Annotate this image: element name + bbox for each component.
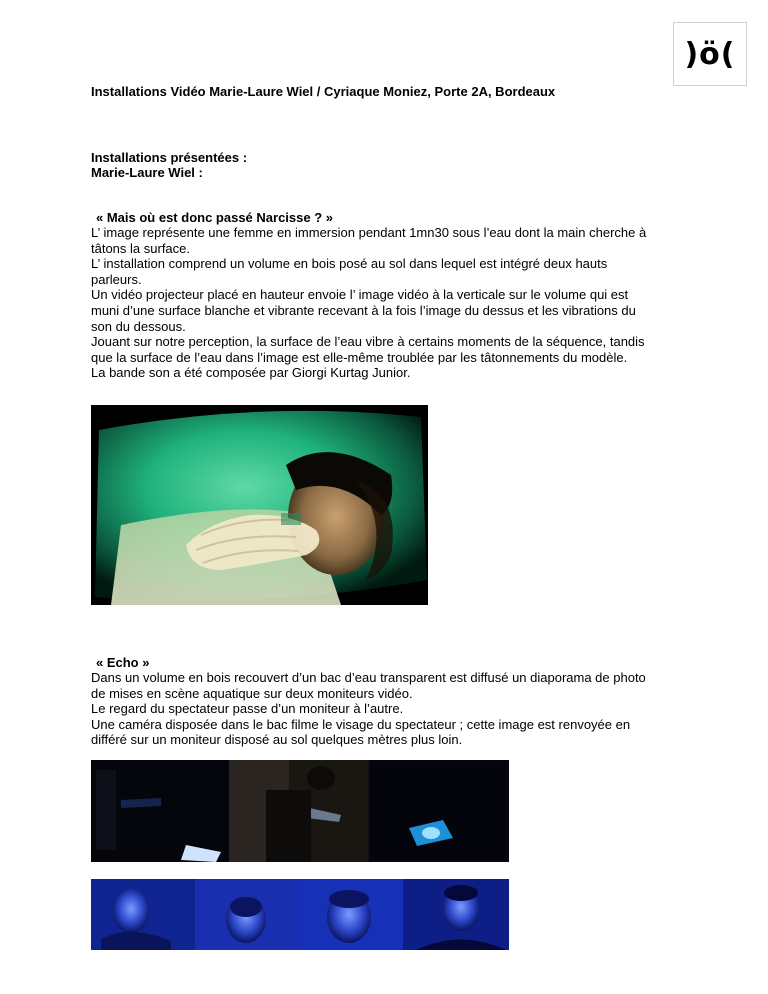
paragraph-line: La bande son a été composée par Giorgi Kurtag Junior. [91,365,411,381]
paragraph-line: L’ image représente une femme en immersion pendant 1mn30 sous l’eau dont la main cherche à [91,225,647,240]
document-title: Installations Vidéo Marie-Laure Wiel / Cyriaque Moniez, Porte 2A, Bordeaux [91,84,556,99]
echo-title: « Echo » [96,655,150,670]
paragraph-line: muni d’une surface blanche et vibrante recevant à la fois l’image du dessus et les vibrations du [91,302,636,318]
logo: )ö( [673,22,747,86]
artist-name: Marie-Laure Wiel : [91,165,203,180]
paragraph-line: parleurs. [91,271,142,287]
paragraph-line: différé sur un moniteur disposé au sol quelques mètres plus loin. [91,732,463,748]
echo-description [91,670,711,748]
narcisse-title: « Mais où est donc passé Narcisse ? » [96,210,333,225]
paragraph-line: Dans un volume en bois recouvert d’un bac d’eau transparent est diffusé un diaporama de photo [91,670,646,685]
paragraph-line: Jouant sur notre perception, la surface de l’eau vibre à certains moments de la séquence, tandis [91,334,645,350]
paragraph-line: Une caméra disposée dans le bac filme le visage du spectateur ; cette image est renvoyée en [91,716,631,732]
paragraph-line: son du dessous. [91,318,186,334]
paragraph-line: Un vidéo projecteur placé en hauteur envoie l’ image vidéo à la verticale sur le volume qui est [91,287,629,303]
paragraph-line: de mises en scène aquatique sur deux moniteurs vidéo. [91,685,413,701]
paragraph-line: tâtons la surface. [91,240,190,256]
echo-installation-photos [91,760,509,862]
paragraph-line: Le regard du spectateur passe d’un moniteur à l’autre. [91,701,404,717]
narcisse-description [91,225,711,381]
echo-faces-photos [91,879,509,950]
installations-heading: Installations présentées : [91,150,248,165]
paragraph-line: que la surface de l’eau dans l’image est elle-même troublée par les tâtonnements du modèle. [91,349,628,365]
paragraph-line: L’ installation comprend un volume en bois posé au sol dans lequel est intégré deux hauts [91,256,608,272]
narcisse-photo [91,405,428,605]
